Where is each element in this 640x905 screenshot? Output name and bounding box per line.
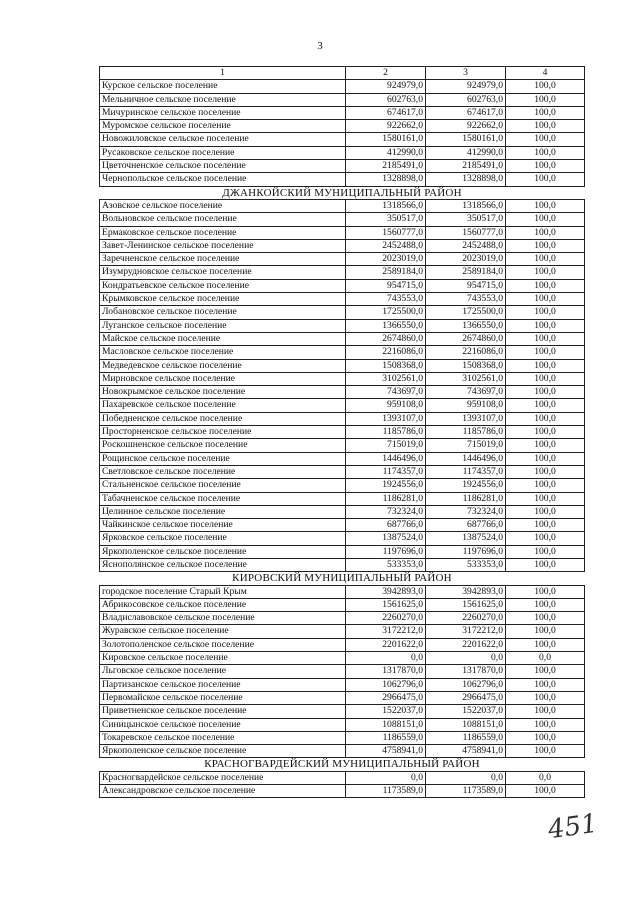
settlement-name: Льговское сельское поселение [100,665,346,678]
execution-percent: 100,0 [506,492,585,505]
table-row [100,173,585,186]
settlement-name: Яснополянское сельское поселение [100,558,346,571]
actual-amount: 1174357,0 [426,465,506,478]
actual-amount: 1393107,0 [426,412,506,425]
execution-percent: 100,0 [506,279,585,292]
settlement-name: Пахаревское сельское поселение [100,399,346,412]
settlement-name: Приветненское сельское поселение [100,705,346,718]
plan-amount: 3172212,0 [346,625,426,638]
settlement-name: Токаревское сельское поселение [100,731,346,744]
plan-amount: 1088151,0 [346,718,426,731]
actual-amount: 412990,0 [426,146,506,159]
execution-percent: 100,0 [506,532,585,545]
execution-percent: 100,0 [506,372,585,385]
actual-amount: 1725500,0 [426,306,506,319]
section-heading-row [100,186,585,199]
execution-percent: 100,0 [506,359,585,372]
settlement-name: Первомайское сельское поселение [100,691,346,704]
settlement-name: Яркополенское сельское поселение [100,745,346,758]
settlement-name: Целинное сельское поселение [100,505,346,518]
table-row [100,253,585,266]
actual-amount: 2452488,0 [426,239,506,252]
table-row [100,638,585,651]
settlement-name: Курское сельское поселение [100,80,346,93]
plan-amount: 1508368,0 [346,359,426,372]
settlement-name: Майское сельское поселение [100,332,346,345]
settlement-name: Кондратьевское сельское поселение [100,279,346,292]
plan-amount: 1062796,0 [346,678,426,691]
execution-percent: 100,0 [506,426,585,439]
table-row [100,439,585,452]
table-row [100,293,585,306]
table-row [100,120,585,133]
section-heading-row [100,758,585,771]
execution-percent: 100,0 [506,465,585,478]
table-row [100,785,585,798]
table-row [100,452,585,465]
actual-amount: 2589184,0 [426,266,506,279]
settlement-name: городское поселение Старый Крым [100,585,346,598]
plan-amount: 959108,0 [346,399,426,412]
table-row [100,239,585,252]
actual-amount: 1560777,0 [426,226,506,239]
section-heading: КРАСНОГВАРДЕЙСКИЙ МУНИЦИПАЛЬНЫЙ РАЙОН [100,758,585,771]
table-row [100,598,585,611]
execution-percent: 100,0 [506,239,585,252]
plan-amount: 602763,0 [346,93,426,106]
execution-percent: 100,0 [506,133,585,146]
settlement-name: Мельничное сельское поселение [100,93,346,106]
actual-amount: 1508368,0 [426,359,506,372]
settlement-name: Красногвардейское сельское поселение [100,771,346,784]
execution-percent: 100,0 [506,346,585,359]
settlement-name: Русаковское сельское поселение [100,146,346,159]
execution-percent: 100,0 [506,160,585,173]
actual-amount: 1173589,0 [426,785,506,798]
actual-amount: 1186281,0 [426,492,506,505]
execution-percent: 100,0 [506,386,585,399]
execution-percent: 100,0 [506,598,585,611]
plan-amount: 1580161,0 [346,133,426,146]
table-row [100,372,585,385]
actual-amount: 1197696,0 [426,545,506,558]
actual-amount: 687766,0 [426,519,506,532]
actual-amount: 2260270,0 [426,612,506,625]
plan-amount: 2966475,0 [346,691,426,704]
plan-amount: 1561625,0 [346,598,426,611]
plan-amount: 3942893,0 [346,585,426,598]
table-row [100,665,585,678]
settlement-name: Мирновское сельское поселение [100,372,346,385]
header-col-1: 1 [100,67,346,80]
settlement-name: Просторненское сельское поселение [100,426,346,439]
settlement-name: Луганское сельское поселение [100,319,346,332]
plan-amount: 674617,0 [346,106,426,119]
actual-amount: 1185786,0 [426,426,506,439]
settlement-name: Журавское сельское поселение [100,625,346,638]
table-row [100,771,585,784]
plan-amount: 0,0 [346,771,426,784]
page-number: 3 [317,40,323,52]
plan-amount: 2674860,0 [346,332,426,345]
table-row [100,625,585,638]
settlement-name: Изумрудновское сельское поселение [100,266,346,279]
budget-table [99,66,585,798]
settlement-name: Яркополенское сельское поселение [100,545,346,558]
table-row [100,479,585,492]
plan-amount: 1317870,0 [346,665,426,678]
table-row [100,146,585,159]
table-row [100,306,585,319]
execution-percent: 100,0 [506,146,585,159]
table-row [100,332,585,345]
table-row [100,545,585,558]
plan-amount: 743553,0 [346,293,426,306]
settlement-name: Чайкинское сельское поселение [100,519,346,532]
execution-percent: 100,0 [506,705,585,718]
settlement-name: Мичуринское сельское поселение [100,106,346,119]
execution-percent: 100,0 [506,332,585,345]
execution-percent: 100,0 [506,745,585,758]
table-row [100,399,585,412]
table-row [100,199,585,212]
table-row [100,718,585,731]
settlement-name: Табачненское сельское поселение [100,492,346,505]
execution-percent: 100,0 [506,785,585,798]
plan-amount: 1186559,0 [346,731,426,744]
plan-amount: 2023019,0 [346,253,426,266]
actual-amount: 1580161,0 [426,133,506,146]
plan-amount: 412990,0 [346,146,426,159]
actual-amount: 2966475,0 [426,691,506,704]
execution-percent: 0,0 [506,771,585,784]
actual-amount: 1062796,0 [426,678,506,691]
execution-percent: 100,0 [506,612,585,625]
execution-percent: 100,0 [506,93,585,106]
header-col-2: 2 [346,67,426,80]
actual-amount: 2185491,0 [426,160,506,173]
actual-amount: 3172212,0 [426,625,506,638]
settlement-name: Кировское сельское поселение [100,652,346,665]
settlement-name: Светловское сельское поселение [100,465,346,478]
actual-amount: 743553,0 [426,293,506,306]
settlement-name: Завет-Ленинское сельское поселение [100,239,346,252]
section-heading: КИРОВСКИЙ МУНИЦИПАЛЬНЫЙ РАЙОН [100,572,585,585]
actual-amount: 2674860,0 [426,332,506,345]
actual-amount: 959108,0 [426,399,506,412]
plan-amount: 1185786,0 [346,426,426,439]
plan-amount: 350517,0 [346,213,426,226]
execution-percent: 100,0 [506,266,585,279]
actual-amount: 743697,0 [426,386,506,399]
execution-percent: 100,0 [506,718,585,731]
settlement-name: Чернопольское сельское поселение [100,173,346,186]
table-row [100,745,585,758]
table-row [100,319,585,332]
execution-percent: 100,0 [506,479,585,492]
actual-amount: 602763,0 [426,93,506,106]
actual-amount: 732324,0 [426,505,506,518]
table-row [100,160,585,173]
actual-amount: 1366550,0 [426,319,506,332]
header-col-4: 4 [506,67,585,80]
settlement-name: Крымковское сельское поселение [100,293,346,306]
actual-amount: 1924556,0 [426,479,506,492]
actual-amount: 1328898,0 [426,173,506,186]
execution-percent: 100,0 [506,519,585,532]
plan-amount: 1924556,0 [346,479,426,492]
actual-amount: 533353,0 [426,558,506,571]
plan-amount: 2452488,0 [346,239,426,252]
plan-amount: 715019,0 [346,439,426,452]
settlement-name: Лобановское сельское поселение [100,306,346,319]
settlement-name: Масловское сельское поселение [100,346,346,359]
plan-amount: 1725500,0 [346,306,426,319]
plan-amount: 1387524,0 [346,532,426,545]
actual-amount: 924979,0 [426,80,506,93]
actual-amount: 1522037,0 [426,705,506,718]
settlement-name: Владиславовское сельское поселение [100,612,346,625]
plan-amount: 0,0 [346,652,426,665]
header-col-3: 3 [426,67,506,80]
execution-percent: 100,0 [506,558,585,571]
plan-amount: 743697,0 [346,386,426,399]
table-header-row [100,67,585,80]
table-row [100,558,585,571]
settlement-name: Ярковское сельское поселение [100,532,346,545]
actual-amount: 1446496,0 [426,452,506,465]
actual-amount: 1387524,0 [426,532,506,545]
settlement-name: Синицынское сельское поселение [100,718,346,731]
actual-amount: 0,0 [426,771,506,784]
table-row [100,731,585,744]
settlement-name: Новожиловское сельское поселение [100,133,346,146]
actual-amount: 1186559,0 [426,731,506,744]
execution-percent: 100,0 [506,80,585,93]
table-row [100,133,585,146]
settlement-name: Золотополенское сельское поселение [100,638,346,651]
table-row [100,532,585,545]
plan-amount: 3102561,0 [346,372,426,385]
execution-percent: 100,0 [506,439,585,452]
actual-amount: 350517,0 [426,213,506,226]
execution-percent: 100,0 [506,173,585,186]
actual-amount: 0,0 [426,652,506,665]
execution-percent: 100,0 [506,452,585,465]
settlement-name: Ермаковское сельское поселение [100,226,346,239]
plan-amount: 2216086,0 [346,346,426,359]
plan-amount: 2260270,0 [346,612,426,625]
section-heading-row [100,572,585,585]
table-row [100,505,585,518]
execution-percent: 100,0 [506,120,585,133]
table-body [100,67,585,798]
table-row [100,106,585,119]
execution-percent: 100,0 [506,306,585,319]
execution-percent: 100,0 [506,253,585,266]
settlement-name: Новокрымское сельское поселение [100,386,346,399]
table-row [100,80,585,93]
settlement-name: Александровское сельское поселение [100,785,346,798]
plan-amount: 1197696,0 [346,545,426,558]
execution-percent: 100,0 [506,585,585,598]
table-row [100,386,585,399]
table-row [100,691,585,704]
table-row [100,612,585,625]
table-row [100,519,585,532]
table-row [100,279,585,292]
actual-amount: 1088151,0 [426,718,506,731]
settlement-name: Абрикосовское сельское поселение [100,598,346,611]
table-row [100,93,585,106]
plan-amount: 1174357,0 [346,465,426,478]
actual-amount: 1317870,0 [426,665,506,678]
actual-amount: 922662,0 [426,120,506,133]
settlement-name: Рощинское сельское поселение [100,452,346,465]
plan-amount: 2201622,0 [346,638,426,651]
table-row [100,492,585,505]
execution-percent: 100,0 [506,625,585,638]
plan-amount: 1446496,0 [346,452,426,465]
execution-percent: 100,0 [506,505,585,518]
settlement-name: Азовское сельское поселение [100,199,346,212]
settlement-name: Стальненское сельское поселение [100,479,346,492]
execution-percent: 100,0 [506,226,585,239]
actual-amount: 2201622,0 [426,638,506,651]
plan-amount: 1318566,0 [346,199,426,212]
settlement-name: Цветочненское сельское поселение [100,160,346,173]
table-row [100,678,585,691]
actual-amount: 954715,0 [426,279,506,292]
plan-amount: 2589184,0 [346,266,426,279]
actual-amount: 2216086,0 [426,346,506,359]
table-row [100,705,585,718]
settlement-name: Заречненское сельское поселение [100,253,346,266]
plan-amount: 4758941,0 [346,745,426,758]
execution-percent: 100,0 [506,199,585,212]
table-row [100,426,585,439]
execution-percent: 100,0 [506,545,585,558]
execution-percent: 100,0 [506,106,585,119]
settlement-name: Вольновское сельское поселение [100,213,346,226]
plan-amount: 954715,0 [346,279,426,292]
execution-percent: 100,0 [506,691,585,704]
plan-amount: 533353,0 [346,558,426,571]
handwritten-page-note: 451 [546,808,600,846]
table-row [100,266,585,279]
actual-amount: 4758941,0 [426,745,506,758]
execution-percent: 0,0 [506,652,585,665]
table-row [100,585,585,598]
plan-amount: 924979,0 [346,80,426,93]
settlement-name: Медведевское сельское поселение [100,359,346,372]
plan-amount: 1186281,0 [346,492,426,505]
plan-amount: 1328898,0 [346,173,426,186]
table-row [100,346,585,359]
settlement-name: Партизанское сельское поселение [100,678,346,691]
table-row [100,213,585,226]
execution-percent: 100,0 [506,412,585,425]
plan-amount: 1393107,0 [346,412,426,425]
actual-amount: 674617,0 [426,106,506,119]
plan-amount: 2185491,0 [346,160,426,173]
execution-percent: 100,0 [506,731,585,744]
plan-amount: 1173589,0 [346,785,426,798]
plan-amount: 1522037,0 [346,705,426,718]
plan-amount: 922662,0 [346,120,426,133]
plan-amount: 1560777,0 [346,226,426,239]
settlement-name: Победненское сельское поселение [100,412,346,425]
execution-percent: 100,0 [506,638,585,651]
actual-amount: 715019,0 [426,439,506,452]
table-row [100,652,585,665]
execution-percent: 100,0 [506,293,585,306]
execution-percent: 100,0 [506,665,585,678]
table-row [100,359,585,372]
settlement-name: Роскошненское сельское поселение [100,439,346,452]
actual-amount: 1318566,0 [426,199,506,212]
section-heading: ДЖАНКОЙСКИЙ МУНИЦИПАЛЬНЫЙ РАЙОН [100,186,585,199]
execution-percent: 100,0 [506,213,585,226]
actual-amount: 2023019,0 [426,253,506,266]
execution-percent: 100,0 [506,319,585,332]
table-row [100,412,585,425]
plan-amount: 1366550,0 [346,319,426,332]
plan-amount: 687766,0 [346,519,426,532]
execution-percent: 100,0 [506,399,585,412]
plan-amount: 732324,0 [346,505,426,518]
execution-percent: 100,0 [506,678,585,691]
table-row [100,465,585,478]
actual-amount: 3102561,0 [426,372,506,385]
settlement-name: Муромское сельское поселение [100,120,346,133]
actual-amount: 1561625,0 [426,598,506,611]
table-row [100,226,585,239]
actual-amount: 3942893,0 [426,585,506,598]
